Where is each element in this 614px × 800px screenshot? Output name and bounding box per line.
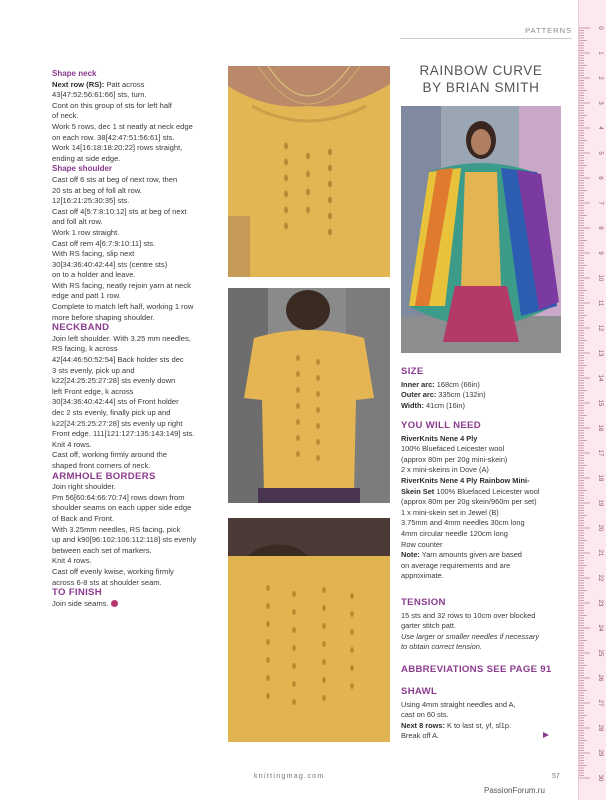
text-line: garter stitch patt. (401, 621, 457, 631)
size-row (401, 390, 561, 401)
size-label: Inner arc: (401, 379, 435, 389)
photo-sweater-back (228, 288, 390, 503)
ruler-number: 15 (597, 399, 603, 407)
ruler-number: 12 (597, 324, 603, 332)
ruler-number: 7 (597, 201, 603, 205)
ruler-number: 18 (597, 474, 603, 482)
ruler-number: 3 (597, 101, 603, 105)
ruler-number: 20 (597, 524, 603, 532)
ruler-number: 2 (597, 76, 603, 80)
neckband-text (52, 334, 220, 472)
ruler-number: 26 (597, 674, 603, 682)
section-label: PATTERNS (525, 26, 572, 35)
yarn-ball-icon (111, 600, 118, 607)
heading-shape-neck: Shape neck (52, 69, 97, 78)
measuring-ruler (578, 0, 606, 800)
armhole-text (52, 482, 220, 588)
text-line: shaped front corners of neck. (52, 460, 151, 470)
ruler-number: 0 (597, 26, 603, 30)
text-line: 43[47:52:56:61:66] sts, turn. (52, 90, 147, 100)
yarn-name: RiverKnits Nene 4 Ply (401, 433, 478, 443)
text-line: 30[34:36:40:42:44] sts of Front holder (52, 397, 179, 407)
ruler-number: 14 (597, 374, 603, 382)
ruler-number: 10 (597, 274, 603, 282)
text-line: on to a holder and leave. (52, 270, 136, 280)
text-line: more before shaping shoulder. (52, 312, 155, 322)
line-text: Join side seams. (52, 598, 109, 608)
shape-neck-text (52, 80, 220, 165)
text-line: k22[24:25:25:27:28] sts evenly up right (52, 418, 183, 428)
ruler-number: 4 (597, 126, 603, 130)
ruler-number: 29 (597, 749, 603, 757)
text-line: Join left shoulder. With 3.25 mm needles, (52, 333, 191, 343)
watermark-credit: PassionForum.ru (484, 786, 545, 795)
ruler-number: 24 (597, 624, 603, 632)
ruler-number: 25 (597, 649, 603, 657)
text-line: 4mm circular needle 120cm long (401, 528, 508, 538)
ruler-number: 16 (597, 424, 603, 432)
size-label: Outer arc: (401, 390, 437, 400)
bold-label: Next row (RS): (52, 79, 105, 89)
size-value: 335cm (132in) (436, 390, 486, 400)
text-line (401, 721, 561, 732)
text-line: Knit 4 rows. (52, 556, 92, 566)
heading-to-finish: TO FINISH (52, 587, 102, 599)
text-line: 30[34:36:40:42:44] sts (centre sts) (52, 259, 168, 269)
ruler-number: 17 (597, 449, 603, 457)
ruler-number: 21 (597, 549, 603, 557)
text-line: left Front edge, k across (52, 386, 134, 396)
yarn-name-end: Skein Set (401, 486, 435, 496)
photo-sweater-detail (228, 518, 390, 742)
text-line: 1 x mini-skein set in Jewel (B) (401, 507, 499, 517)
text-line: of Back and Front. (52, 513, 115, 523)
line-text: Patt across (104, 79, 145, 89)
text-line (401, 550, 561, 561)
text-line: RS facing, k across (52, 344, 118, 354)
shawl-section (401, 687, 561, 742)
abbreviations-section (401, 665, 561, 678)
line-text: K to last st, yf, sl1p. (444, 720, 512, 730)
size-value: 41cm (16in) (423, 400, 465, 410)
text-line: Knit 4 rows. (52, 439, 92, 449)
finish-text (52, 599, 220, 610)
text-line: cast on 60 sts. (401, 710, 449, 720)
text-line: 3.75mm and 4mm needles 30cm long (401, 518, 525, 528)
text-line: 100% Bluefaced Leicester wool (401, 444, 505, 454)
text-line: on average requirements and are (401, 560, 511, 570)
ruler-ticks (579, 0, 607, 800)
text-line: Work 5 rows, dec 1 st neatly at neck edge (52, 121, 193, 131)
ruler-number: 11 (597, 299, 603, 307)
ruler-number: 23 (597, 599, 603, 607)
text-line: Cast off 6 sts at beg of next row, then (52, 174, 178, 184)
ruler-number: 9 (597, 251, 603, 255)
shape-shoulder-text (52, 175, 220, 323)
text-line: on each row. 38[42:47:51:56:61] sts. (52, 132, 175, 142)
size-label: Width: (401, 400, 424, 410)
text-line: 15 sts and 32 rows to 10cm over blocked (401, 610, 536, 620)
text-line: dec 2 sts evenly, finally pick up and (52, 408, 171, 417)
photo-sweater-front (228, 66, 390, 277)
heading-shawl: SHAWL (401, 686, 438, 697)
text-line: With RS facing, slip next (52, 249, 135, 259)
text-line: Cont on this group of sts for left half (52, 100, 172, 110)
ruler-number: 6 (597, 176, 603, 180)
text-line: 42[44:46:50:52:54] Back holder sts dec (52, 355, 184, 365)
continue-arrow-icon[interactable] (543, 732, 549, 738)
text-line: to obtain correct tension. (401, 642, 482, 652)
text-line: ending at side edge. (52, 153, 121, 163)
size-section (401, 367, 561, 411)
pattern-instructions-column (52, 69, 220, 609)
title-line-1: RAINBOW CURVE (419, 63, 543, 78)
line-text: 100% Bluefaced Leicester wool (434, 486, 540, 496)
text-line: Cast off rem 4[6:7:9:10:11] sts. (52, 238, 156, 248)
heading-tension: TENSION (401, 597, 446, 608)
text-line: (approx 80m per 20g skein/960m per set) (401, 497, 537, 507)
text-line: Row counter (401, 539, 443, 549)
ruler-number: 30 (597, 774, 603, 782)
heading-size: SIZE (401, 366, 424, 377)
text-line: 3 sts evenly, pick up and (52, 365, 135, 375)
text-line: Work 1 row straight. (52, 227, 120, 237)
ruler-number: 19 (597, 499, 603, 507)
header-divider (400, 38, 572, 39)
size-row (401, 401, 561, 412)
ruler-number: 22 (597, 574, 603, 582)
heading-neckband: NECKBAND (52, 322, 110, 334)
text-line: 2 x mini-skeins in Dove (A) (401, 465, 489, 475)
text-line: approximate. (401, 571, 444, 581)
text-line: (approx 80m per 20g mini-skein) (401, 454, 508, 464)
text-line (52, 80, 220, 91)
ruler-number: 28 (597, 724, 603, 732)
text-line: 12[16:21:25:30:35] sts. (52, 196, 130, 206)
line-text: Break off A. (401, 731, 440, 741)
line-text: Yarn amounts given are based (419, 550, 522, 560)
text-line: up and k90[96:102:106:112:118] sts evenly (52, 535, 197, 545)
text-line: Work 14[16:18:18:20:22] rows straight, (52, 143, 183, 153)
heading-armhole-borders: ARMHOLE BORDERS (52, 470, 156, 482)
text-line: With RS facing, neatly rejoin yarn at neck (52, 280, 191, 290)
text-line: Cast off 4[5:7:8:10:12] sts at beg of next (52, 206, 187, 216)
note-label: Note: (401, 550, 420, 560)
text-line: between each set of markers. (52, 545, 152, 555)
ruler-number: 1 (597, 51, 603, 55)
heading-shape-shoulder: Shape shoulder (52, 164, 113, 174)
row-label: Next 8 rows: (401, 720, 445, 730)
text-line (401, 487, 561, 498)
text-line: Complete to match left half, working 1 row (52, 302, 194, 312)
text-line: Using 4mm straight needles and A, (401, 699, 516, 709)
photo-rainbow-shawl (401, 106, 561, 353)
title-author: BY BRIAN SMITH (422, 80, 540, 95)
ruler-number: 13 (597, 349, 603, 357)
abbreviations-link[interactable]: ABBREVIATIONS SEE PAGE 91 (401, 664, 552, 675)
text-line: Cast off, working firmly around the (52, 450, 168, 460)
pattern-title (401, 62, 561, 96)
text-line: and foll alt row. (52, 217, 103, 227)
text-line: Join right shoulder. (52, 482, 116, 492)
text-line: Use larger or smaller needles if necessary (401, 631, 540, 641)
text-line: shoulder seams on each upper side edge (52, 503, 192, 513)
ruler-number: 8 (597, 226, 603, 230)
text-line (401, 731, 561, 742)
ruler-number: 27 (597, 699, 603, 707)
yarn-name: RiverKnits Nene 4 Ply Rainbow Mini- (401, 475, 530, 485)
materials-section (401, 421, 561, 582)
page-number: 57 (552, 773, 560, 780)
footer-website[interactable]: knittingmag.com (254, 773, 325, 780)
text-line: of neck. (52, 111, 79, 121)
size-row (401, 380, 561, 391)
size-value: 168cm (66in) (434, 379, 480, 389)
text-line: With 3.25mm needles, RS facing, pick (52, 524, 181, 534)
text-line: edge and patt 1 row. (52, 291, 121, 301)
text-line: k22[24:25:25:27:28] sts evenly down (52, 376, 176, 386)
text-line: 20 sts at beg of foll alt row. (52, 185, 142, 195)
text-line: across 6-8 sts at shoulder seam. (52, 577, 162, 587)
tension-section (401, 598, 561, 653)
heading-you-will-need: YOU WILL NEED (401, 420, 481, 431)
text-line: Cast off evenly kwise, working firmly (52, 566, 174, 576)
text-line: Pm 56[60:64:66:70:74] rows down from (52, 492, 185, 502)
text-line: Front edge. 111[121:127:135:143:149] sts. (52, 429, 195, 439)
ruler-number: 5 (597, 151, 603, 155)
